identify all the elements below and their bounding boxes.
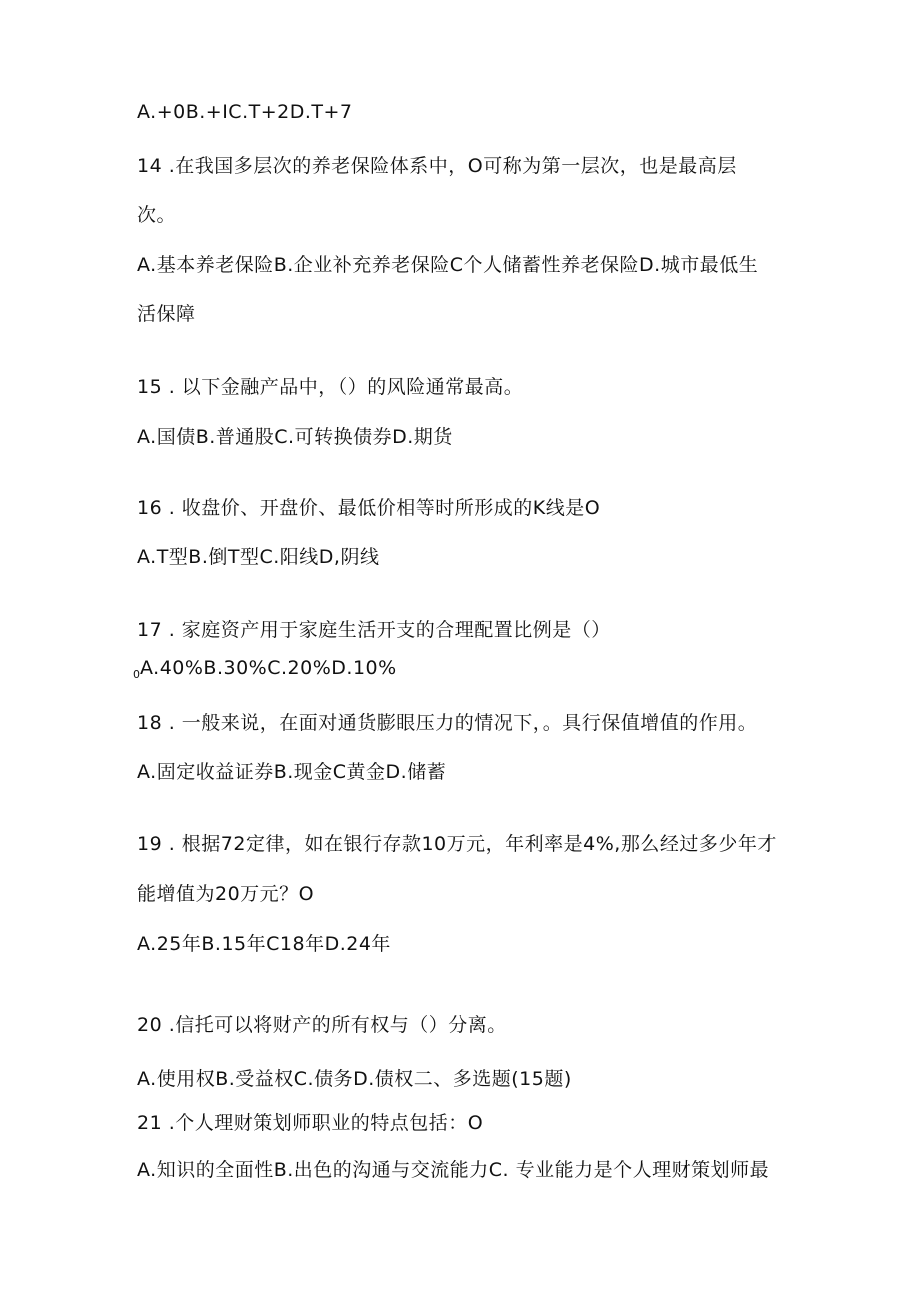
- q21-stem: 21 .个人理财策划师职业的特点包括：O: [137, 1112, 484, 1134]
- q15-stem: 15 . 以下金融产品中，（）的风险通常最高。: [137, 376, 524, 398]
- q18-stem: 18 . 一般来说，在面对通货膨眼压力的情况下，。具行保值增值的作用。: [137, 712, 758, 734]
- q19-stem-cont: 能增值为20万元？O: [137, 883, 315, 905]
- q14-stem-cont: 次。: [137, 204, 177, 226]
- q17-prefix: 0: [133, 668, 140, 681]
- q18-options: A.固定收益证券B.现金C黄金D.储蓄: [137, 761, 447, 783]
- q17-options: A.40%B.30%C.20%D.10%: [140, 657, 397, 679]
- q19-stem: 19 . 根据72定律，如在银行存款10万元，年利率是4%,那么经过多少年才: [137, 833, 777, 855]
- q21-options: A.知识的全面性B.出色的沟通与交流能力C. 专业能力是个人理财策划师最: [137, 1159, 770, 1181]
- q16-stem: 16 . 收盘价、开盘价、最低价相等时所形成的K线是O: [137, 497, 601, 519]
- q13-options: A.+0B.+IC.T+2D.T+7: [137, 101, 353, 123]
- q14-stem: 14 .在我国多层次的养老保险体系中，O可称为第一层次，也是最高层: [137, 155, 737, 177]
- q14-options: A.基本养老保险B.企业补充养老保险C个人储蓄性养老保险D.城市最低生: [137, 254, 759, 276]
- q19-options: A.25年B.15年C18年D.24年: [137, 933, 391, 955]
- q15-options: A.国债B.普通股C.可转换债券D.期货: [137, 426, 453, 448]
- q20-stem: 20 .信托可以将财产的所有权与（）分离。: [137, 1014, 507, 1036]
- q14-options-cont: 活保障: [137, 303, 196, 325]
- q17-options-row: [133, 656, 397, 687]
- q20-options: A.使用权B.受益权C.债务D.债权二、多选题(15题): [137, 1068, 572, 1090]
- q17-stem: 17 . 家庭资产用于家庭生活开支的合理配置比例是（）: [137, 619, 611, 641]
- q16-options: A.T型B.倒T型C.阳线D,阴线: [137, 546, 380, 568]
